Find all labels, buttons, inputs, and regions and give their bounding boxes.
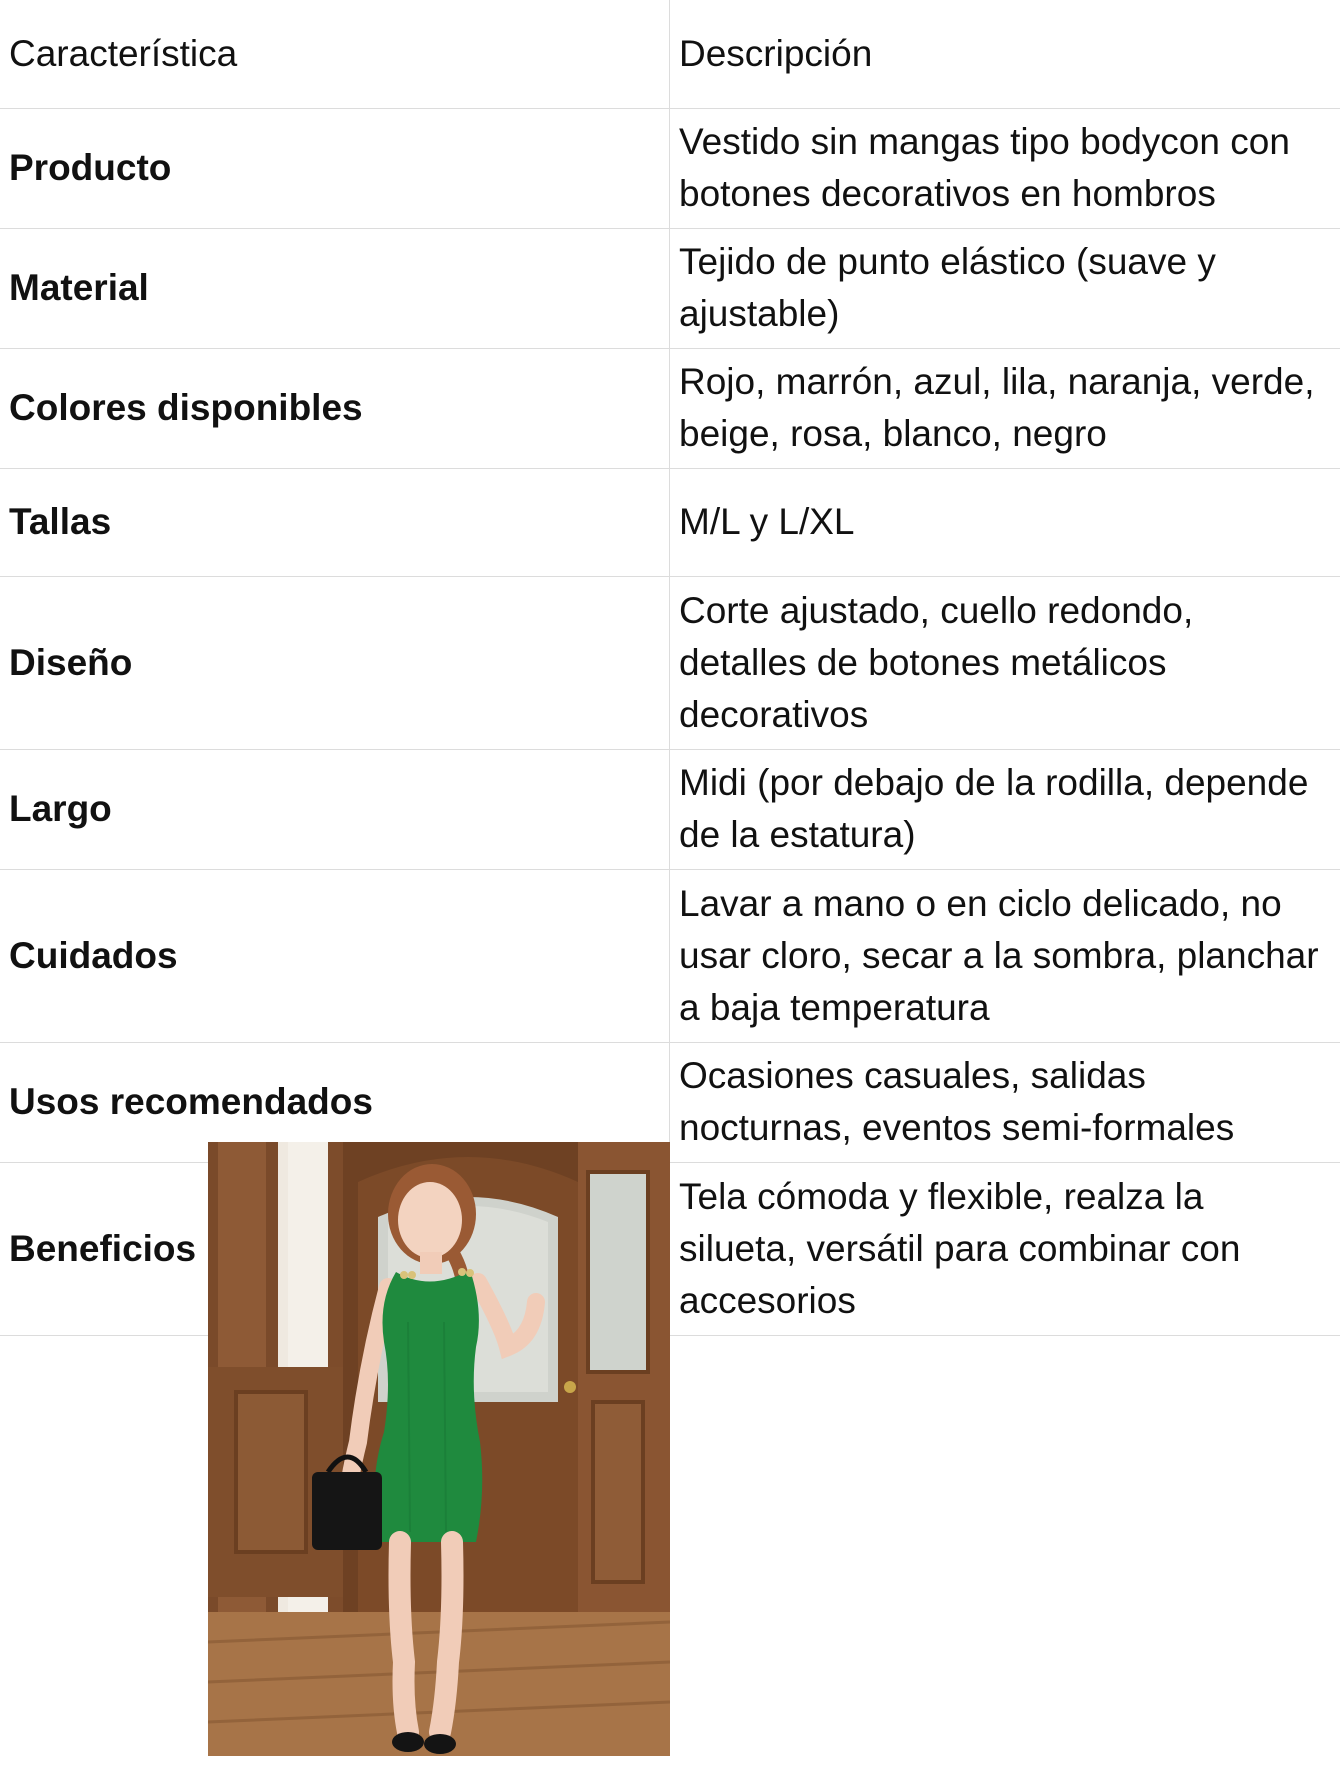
row-feature: Tallas [0, 468, 670, 576]
header-description: Descripción [670, 0, 1340, 108]
row-description: Tejido de punto elástico (suave y ajustable) [670, 228, 1340, 348]
table-row [0, 348, 1340, 468]
row-feature: Producto [0, 108, 670, 228]
table-row [0, 1042, 1340, 1162]
table-row [0, 869, 1340, 1042]
row-feature: Cuidados [0, 869, 670, 1042]
table-row [0, 468, 1340, 576]
table-row [0, 749, 1340, 869]
row-description: Rojo, marrón, azul, lila, naranja, verde, beige, rosa, blanco, negro [670, 348, 1340, 468]
row-feature: Colores disponibles [0, 348, 670, 468]
row-description: M/L y L/XL [670, 468, 1340, 576]
table-row [0, 108, 1340, 228]
row-feature: Usos recomendados [0, 1042, 670, 1162]
row-feature: Material [0, 228, 670, 348]
row-description: Lavar a mano o en ciclo delicado, no usar cloro, secar a la sombra, planchar a baja temperatura [670, 869, 1340, 1042]
table-row [0, 228, 1340, 348]
row-description: Corte ajustado, cuello redondo, detalles de botones metálicos decorativos [670, 576, 1340, 749]
header-feature: Característica [0, 0, 670, 108]
row-description: Ocasiones casuales, salidas nocturnas, eventos semi-formales [670, 1042, 1340, 1162]
row-description: Tela cómoda y flexible, realza la silueta, versátil para combinar con accesorios [670, 1162, 1340, 1335]
table-row [0, 1162, 1340, 1335]
woman-in-green-dress-photo [208, 1142, 670, 1756]
table-header-row [0, 0, 1340, 108]
row-feature: Largo [0, 749, 670, 869]
row-feature: Beneficios [0, 1162, 670, 1335]
product-photo [208, 1142, 670, 1756]
row-feature: Diseño [0, 576, 670, 749]
table-row [0, 576, 1340, 749]
row-description: Vestido sin mangas tipo bodycon con botones decorativos en hombros [670, 108, 1340, 228]
row-description: Midi (por debajo de la rodilla, depende de la estatura) [670, 749, 1340, 869]
